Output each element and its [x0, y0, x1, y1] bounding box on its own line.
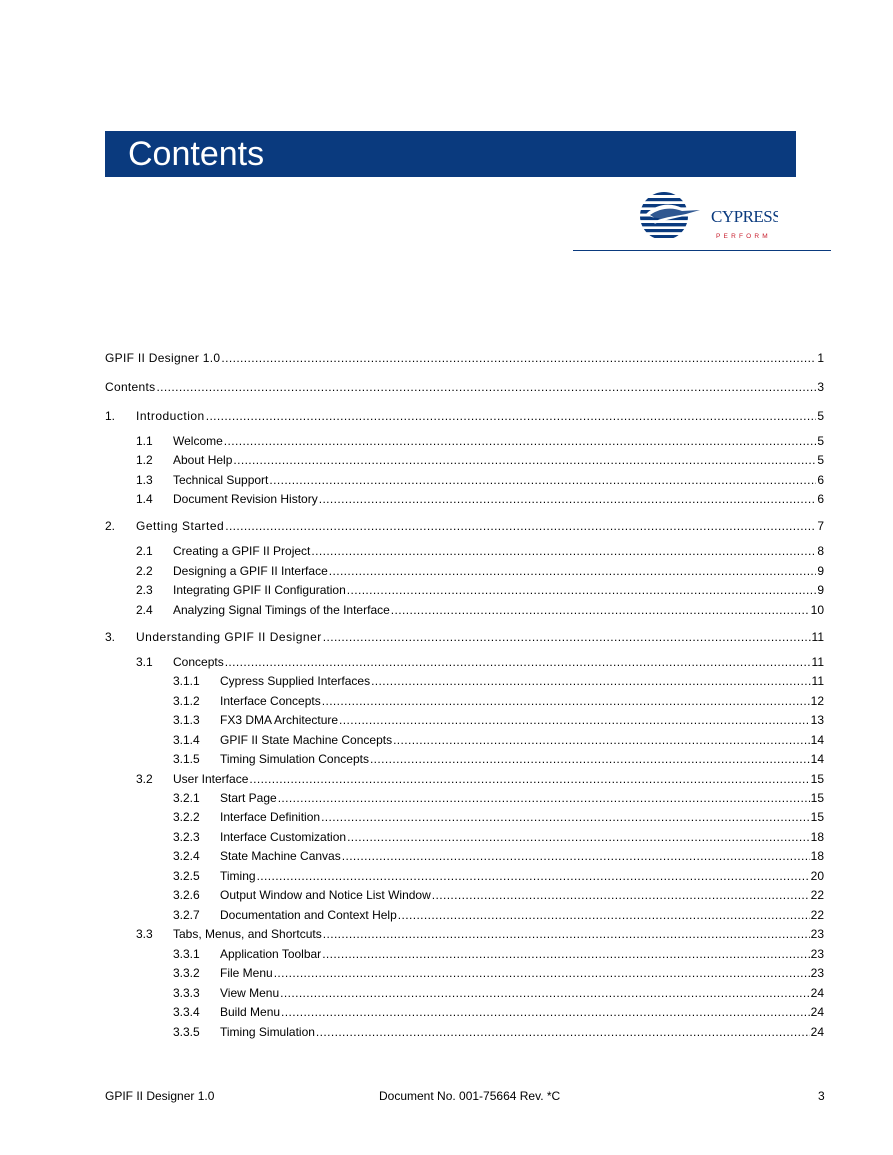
toc-entry-number: 3.1.5 — [173, 752, 200, 766]
toc-entry[interactable] — [105, 472, 824, 488]
toc-entry-title: Documentation and Context Help — [220, 908, 397, 922]
toc-entry-number: 3.3.2 — [173, 966, 200, 980]
toc-entry-number: 3.3.3 — [173, 986, 200, 1000]
toc-entry-title: Build Menu — [220, 1005, 281, 1019]
toc-entry-page: 24 — [810, 986, 824, 1000]
toc-entry-title: Document Revision History — [173, 492, 318, 506]
toc-entry-title: GPIF II Designer 1.0 — [105, 351, 221, 365]
toc-entry-title: Welcome — [173, 434, 223, 448]
toc-entry-number: 3.1.3 — [173, 713, 200, 727]
toc-entry-title: Technical Support — [173, 473, 269, 487]
toc-entry-title: Understanding GPIF II Designer — [136, 630, 322, 644]
toc-entry-page: 15 — [810, 791, 824, 805]
toc-entry-title: GPIF II State Machine Concepts — [220, 733, 393, 747]
toc-leader-dots — [391, 602, 810, 618]
toc-leader-dots — [329, 563, 817, 579]
toc-leader-dots — [339, 712, 810, 728]
toc-entry-number: 1.1 — [136, 434, 153, 448]
toc-leader-dots — [322, 946, 809, 962]
toc-leader-dots — [319, 491, 817, 507]
toc-entry-number: 3.2 — [136, 772, 153, 786]
toc-entry-title: Interface Definition — [220, 810, 321, 824]
toc-entry[interactable] — [105, 673, 824, 689]
toc-entry-number: 3.2.6 — [173, 888, 200, 902]
toc-leader-dots — [249, 771, 809, 787]
toc-entry-page: 11 — [811, 655, 824, 669]
toc-entry-number: 3.1 — [136, 655, 153, 669]
toc-entry-number: 2.4 — [136, 603, 153, 617]
toc-entry-title: Timing — [220, 869, 256, 883]
toc-leader-dots — [316, 1024, 810, 1040]
toc-leader-dots — [347, 829, 810, 845]
footer-page-number: 3 — [818, 1089, 825, 1103]
toc-entry-title: User Interface — [173, 772, 249, 786]
toc-entry-page: 11 — [811, 630, 824, 644]
toc-entry-title: Cypress Supplied Interfaces — [220, 674, 371, 688]
toc-entry-page: 8 — [817, 544, 824, 558]
page-title: Contents — [128, 135, 265, 173]
toc-entry-page: 11 — [811, 674, 824, 688]
toc-entry[interactable] — [105, 848, 824, 864]
toc-leader-dots — [322, 693, 810, 709]
toc-leader-dots — [370, 751, 810, 767]
toc-entry-page: 18 — [810, 849, 824, 863]
toc-leader-dots — [225, 518, 816, 534]
toc-entry-page: 20 — [810, 869, 824, 883]
toc-entry-page: 14 — [810, 733, 824, 747]
toc-entry-title: Interface Concepts — [220, 694, 321, 708]
toc-entry-title: Start Page — [220, 791, 277, 805]
toc-entry-page: 12 — [810, 694, 824, 708]
toc-entry-number: 3.1.1 — [173, 674, 200, 688]
toc-entry-number: 3.2.7 — [173, 908, 200, 922]
toc-entry[interactable] — [105, 868, 824, 884]
toc-entry-title: Timing Simulation — [220, 1025, 315, 1039]
toc-entry-number: 2.3 — [136, 583, 153, 597]
toc-leader-dots — [224, 433, 817, 449]
toc-entry-number: 3.3.1 — [173, 947, 200, 961]
toc-entry[interactable] — [105, 693, 824, 709]
toc-entry[interactable] — [105, 946, 824, 962]
toc-entry-number: 3.1.4 — [173, 733, 200, 747]
toc-entry-page: 24 — [810, 1005, 824, 1019]
toc-entry[interactable] — [105, 350, 824, 366]
toc-entry-title: Tabs, Menus, and Shortcuts — [173, 927, 322, 941]
toc-entry-title: Introduction — [136, 409, 205, 423]
toc-entry-page: 7 — [817, 519, 824, 533]
toc-entry[interactable] — [105, 771, 824, 787]
toc-entry-title: Integrating GPIF II Configuration — [173, 583, 346, 597]
toc-entry[interactable] — [105, 433, 824, 449]
toc-entry-number: 1. — [105, 409, 116, 423]
toc-entry-number: 3.1.2 — [173, 694, 200, 708]
toc-leader-dots — [269, 472, 816, 488]
toc-entry-title: FX3 DMA Architecture — [220, 713, 339, 727]
svg-text:CYPRESS: CYPRESS — [711, 207, 778, 226]
toc-entry-number: 1.2 — [136, 453, 153, 467]
toc-entry-title: Concepts — [173, 655, 224, 669]
toc-entry-page: 6 — [817, 492, 824, 506]
toc-leader-dots — [321, 809, 810, 825]
toc-entry-page: 18 — [810, 830, 824, 844]
toc-leader-dots — [393, 732, 810, 748]
toc-leader-dots — [323, 926, 810, 942]
toc-leader-dots — [280, 985, 809, 1001]
toc-entry[interactable] — [105, 965, 824, 981]
toc-entry-page: 23 — [810, 947, 824, 961]
toc-entry-page: 23 — [810, 927, 824, 941]
toc-entry[interactable] — [105, 751, 824, 767]
toc-leader-dots — [281, 1004, 810, 1020]
toc-entry-number: 2.2 — [136, 564, 153, 578]
toc-leader-dots — [323, 629, 811, 645]
toc-entry-page: 9 — [817, 583, 824, 597]
toc-entry-number: 2. — [105, 519, 116, 533]
toc-entry-number: 3.2.4 — [173, 849, 200, 863]
toc-entry-title: Creating a GPIF II Project — [173, 544, 311, 558]
toc-leader-dots — [156, 379, 816, 395]
cypress-logo-icon — [636, 190, 778, 246]
toc-entry-number: 3.2.3 — [173, 830, 200, 844]
toc-entry[interactable] — [105, 654, 824, 670]
toc-leader-dots — [225, 654, 811, 670]
toc-leader-dots — [398, 907, 810, 923]
toc-entry[interactable] — [105, 809, 824, 825]
toc-entry-number: 3.2.1 — [173, 791, 200, 805]
toc-entry-title: Getting Started — [136, 519, 225, 533]
toc-entry-page: 3 — [817, 380, 824, 394]
toc-entry-number: 1.4 — [136, 492, 153, 506]
toc-entry-number: 3.2.5 — [173, 869, 200, 883]
toc-entry[interactable] — [105, 543, 824, 559]
toc-leader-dots — [432, 887, 810, 903]
toc-entry[interactable] — [105, 408, 824, 424]
toc-entry-number: 3. — [105, 630, 116, 644]
toc-entry-page: 6 — [817, 473, 824, 487]
toc-entry[interactable] — [105, 379, 824, 395]
toc-entry-page: 15 — [810, 810, 824, 824]
toc-entry[interactable] — [105, 452, 824, 468]
toc-entry-number: 3.3 — [136, 927, 153, 941]
toc-leader-dots — [206, 408, 817, 424]
toc-entry[interactable] — [105, 629, 824, 645]
toc-entry[interactable] — [105, 491, 824, 507]
toc-entry[interactable] — [105, 1024, 824, 1040]
toc-entry[interactable] — [105, 563, 824, 579]
toc-entry-title: Interface Customization — [220, 830, 347, 844]
toc-entry[interactable] — [105, 829, 824, 845]
toc-entry[interactable] — [105, 887, 824, 903]
toc-entry-page: 24 — [810, 1025, 824, 1039]
toc-leader-dots — [233, 452, 816, 468]
toc-entry-page: 15 — [810, 772, 824, 786]
toc-leader-dots — [278, 790, 810, 806]
toc-entry-number: 3.3.4 — [173, 1005, 200, 1019]
toc-entry-title: File Menu — [220, 966, 273, 980]
toc-entry-page: 10 — [810, 603, 824, 617]
toc-entry[interactable] — [105, 1004, 824, 1020]
toc-leader-dots — [274, 965, 810, 981]
toc-entry-title: About Help — [173, 453, 233, 467]
toc-entry[interactable] — [105, 985, 824, 1001]
toc-entry[interactable] — [105, 926, 824, 942]
toc-entry[interactable] — [105, 790, 824, 806]
toc-entry[interactable] — [105, 712, 824, 728]
toc-entry-page: 23 — [810, 966, 824, 980]
toc-entry-page: 13 — [810, 713, 824, 727]
cypress-logo — [636, 190, 778, 246]
svg-text:PERFORM: PERFORM — [716, 233, 771, 240]
toc-entry[interactable] — [105, 582, 824, 598]
toc-entry[interactable] — [105, 732, 824, 748]
toc-leader-dots — [257, 868, 810, 884]
toc-entry-number: 3.2.2 — [173, 810, 200, 824]
toc-entry-title: Timing Simulation Concepts — [220, 752, 369, 766]
toc-entry-number: 2.1 — [136, 544, 153, 558]
toc-entry-page: 5 — [817, 453, 824, 467]
toc-leader-dots — [347, 582, 817, 598]
toc-entry-title: Application Toolbar — [220, 947, 322, 961]
toc-entry-title: Analyzing Signal Timings of the Interface — [173, 603, 390, 617]
toc-entry-title: Contents — [105, 380, 156, 394]
toc-entry[interactable] — [105, 518, 824, 534]
toc-entry-page: 1 — [817, 351, 824, 365]
toc-entry[interactable] — [105, 602, 824, 618]
toc-leader-dots — [221, 350, 816, 366]
toc-entry-title: View Menu — [220, 986, 280, 1000]
toc-entry-title: State Machine Canvas — [220, 849, 341, 863]
toc-entry-title: Output Window and Notice List Window — [220, 888, 431, 902]
toc-leader-dots — [371, 673, 810, 689]
toc-entry-title: Designing a GPIF II Interface — [173, 564, 328, 578]
toc-entry-page: 14 — [810, 752, 824, 766]
logo-divider — [573, 250, 831, 251]
toc-entry-page: 5 — [817, 409, 824, 423]
toc-entry-number: 1.3 — [136, 473, 153, 487]
toc-entry-page: 9 — [817, 564, 824, 578]
contents-banner — [105, 131, 796, 177]
toc-entry-page: 22 — [810, 888, 824, 902]
footer-title: GPIF II Designer 1.0 — [105, 1089, 215, 1103]
toc-leader-dots — [342, 848, 810, 864]
toc-entry-page: 22 — [810, 908, 824, 922]
toc-entry[interactable] — [105, 907, 824, 923]
toc-entry-page: 5 — [817, 434, 824, 448]
footer-document-number: Document No. 001-75664 Rev. *C — [379, 1089, 561, 1103]
toc-leader-dots — [311, 543, 816, 559]
toc-entry-number: 3.3.5 — [173, 1025, 200, 1039]
